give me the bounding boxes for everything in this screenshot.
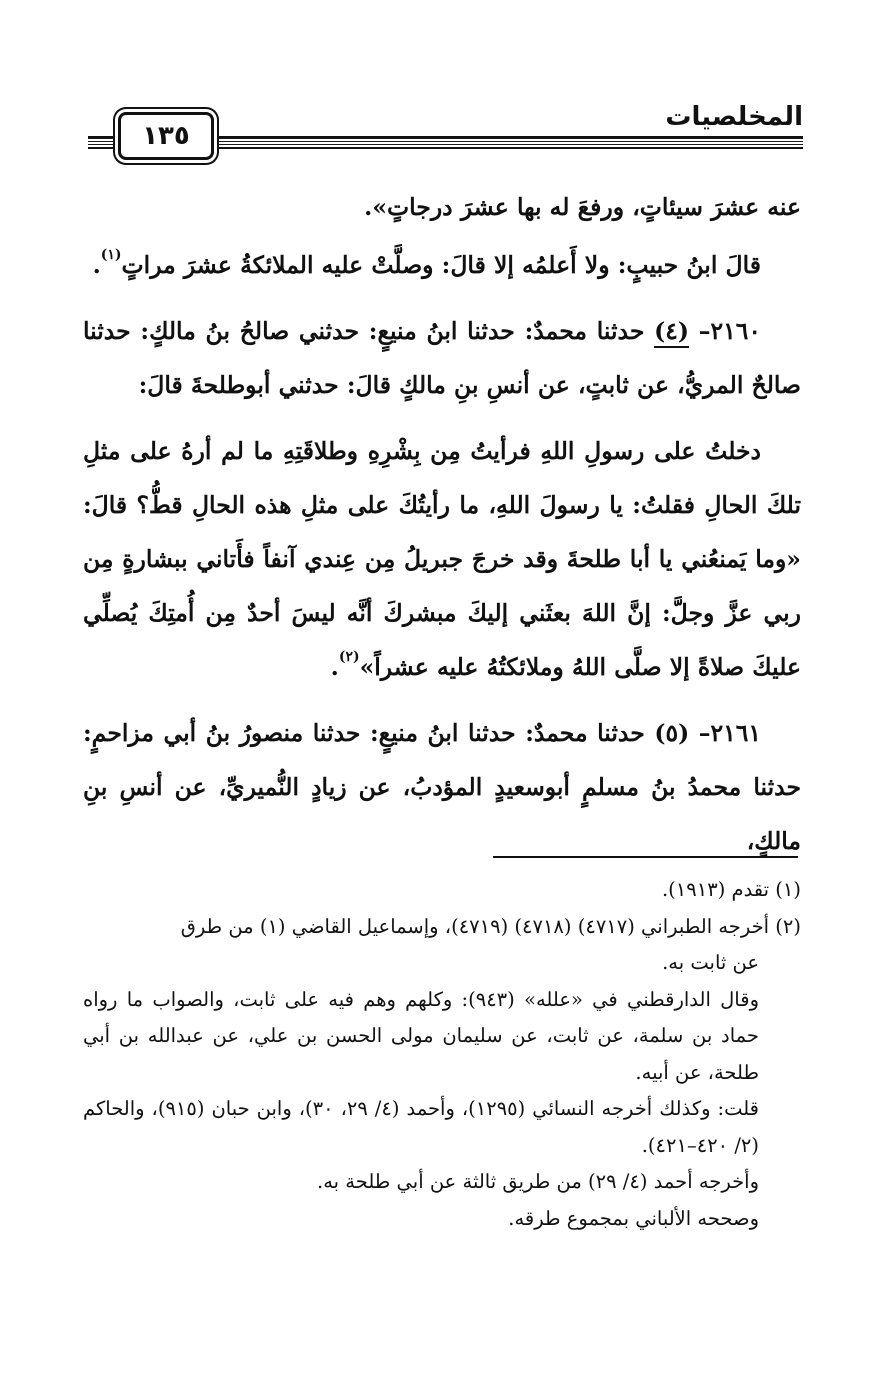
page-header [88,96,803,166]
footnote-separator [493,856,798,858]
page-number: ١٣٥ [118,112,214,160]
footnote-2-para: وأخرجه أحمد (٤/ ٢٩) من طريق ثالثة عن أبي طلحة به. [317,1170,759,1193]
footnotes [83,872,801,1237]
text-span: دخلتُ على رسولِ اللهِ فرأيتُ مِن بِشْرِهِ وطلاقَتِهِ ما لم أرهُ على مثلِ تلكَ الحالِ فقلتُ: يا رسولَ اللهِ، ما رأيتُكَ على مثلِ هذه الحالِ قطُّ؟ قالَ: «وما يَمنعُني يا أبا طلحةَ وقد خرجَ جبريلُ مِن عِندي آنفاً فأَتاني ببشارةٍ مِن ربي عزَّ وجلَّ: إنَّ اللهَ بعثَني إليكَ مبشركَ أنَّه ليسَ أحدٌ مِن أُمتِكَ يُصلِّي عليكَ صلاةً إلا صلَّى اللهُ وملائكتُهُ عليه عشراً» [83,437,801,681]
text-line [83,238,801,292]
text-span: عنه عشرَ سيئاتٍ، ورفعَ له بها عشرَ درجاتٍ». [364,193,801,221]
running-title: المخلصيات [659,100,803,134]
text-span: حدثنا محمدٌ: حدثنا ابنُ منيعٍ: حدثني صالحُ بنُ مالكٍ: حدثنا صالحٌ المريُّ، عن ثابتٍ، عن أنسِ بنِ مالكٍ قالَ: حدثني أبوطلحةَ قالَ: [83,317,801,399]
main-text [83,180,801,868]
hadith-sequence: (٤) [654,317,689,348]
text-span: . [330,653,339,681]
hadith-2160-isnad [83,304,801,412]
footnote-2-para: وصححه الألباني بمجموع طرقه. [508,1206,759,1230]
footnote-marker: (١) [100,247,122,263]
footnote-1: (١) تقدم (١٩١٣). [661,878,801,901]
hadith-2160-matn [83,424,801,694]
text-span: قالَ ابنُ حبيبٍ: ولا أَعلمُه إلا قالَ: وصلَّتْ عليه الملائكةُ عشرَ مراتٍ [121,251,761,279]
hadith-number: ٢١٦٠– [688,317,761,345]
footnote-2-para: وقال الدارقطني في «علله» (٩٤٣): وكلهم وهم فيه على ثابت، والصواب ما رواه حماد بن سلمة، عن ثابت، عن سليمان مولى الحسن بن علي، عن عبدالله بن أبي طلحة، عن أبيه. [83,987,759,1084]
footnote-2-para: قلت: وكذلك أخرجه النسائي (١٢٩٥)، وأحمد (٤/ ٢٩، ٣٠)، وابن حبان (٩١٥)، والحاكم (٢/ ٤٢٠–٤٢١). [83,1097,759,1157]
footnote-2-cont: عن ثابت به. [662,951,759,974]
text-line [83,180,801,234]
text-span: . [92,251,101,279]
footnote-2: (٢) أخرجه الطبراني (٤٧١٧) (٤٧١٨) (٤٧١٩)، وإسماعيل القاضي (١) من طرق [180,914,801,938]
text-span: ٢١٦١– (٥) حدثنا محمدٌ: حدثنا ابنُ منيعٍ: حدثنا منصورُ بنُ أبي مزاحمٍ: حدثنا محمدُ بنُ مسلمٍ أبوسعيدٍ المؤدبُ، عن زيادٍ النُّميريِّ، عن أنسِ بنِ مالكٍ، [83,719,801,855]
hadith-2161 [83,706,801,868]
footnote-marker: (٢) [338,649,360,665]
